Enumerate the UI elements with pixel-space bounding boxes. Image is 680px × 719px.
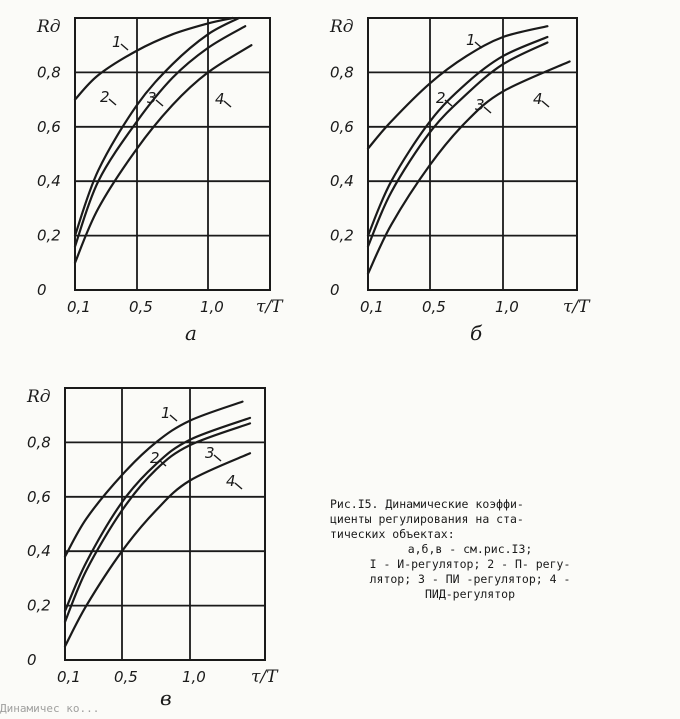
y-tick-label: 0 — [37, 281, 47, 299]
x-axis-label: τ/T — [251, 667, 278, 687]
caption-legend: I - И-регулятор; 2 - П- регу- лятор; 3 - ПИ -регулятор; 4 - ПИД-регулятор — [369, 557, 571, 601]
series-label-leader — [109, 99, 116, 105]
y-tick-label: 0,8 — [27, 433, 51, 452]
chart-panel-2 — [329, 17, 591, 345]
series-label-2: 2 — [150, 449, 160, 467]
series-label-3: 3 — [475, 96, 485, 114]
y-axis-label: Rд — [37, 17, 61, 37]
series-line-2 — [368, 37, 547, 236]
y-tick-label: 0 — [330, 281, 340, 299]
chart-panel-1 — [36, 17, 284, 345]
series-label-1: 1 — [161, 404, 171, 422]
series-label-4: 4 — [533, 90, 543, 108]
y-tick-label: 0,4 — [330, 172, 354, 191]
x-tick-label: 1,0 — [200, 298, 224, 316]
series-label-leader — [235, 483, 242, 489]
y-tick-label: 0,2 — [37, 226, 61, 245]
x-tick-label: 0,5 — [114, 668, 138, 686]
series-label-leader — [170, 415, 177, 421]
x-tick-label: 0,1 — [67, 298, 91, 316]
y-tick-label: 0,8 — [37, 63, 61, 82]
series-label-2: 2 — [100, 88, 110, 106]
y-tick-label: 0,2 — [27, 596, 51, 615]
panel-label: а — [185, 321, 197, 345]
series-line-4 — [75, 45, 251, 263]
chart-panel-3 — [26, 387, 279, 710]
figure-caption — [320, 497, 620, 602]
series-label-leader — [224, 101, 231, 107]
series-line-1 — [75, 18, 233, 100]
x-axis-label: τ/T — [563, 297, 590, 317]
series-label-1: 1 — [466, 31, 476, 49]
x-tick-label: 1,0 — [495, 298, 519, 316]
y-tick-label: 0 — [27, 651, 37, 669]
y-tick-label: 0,4 — [37, 172, 61, 191]
series-label-4: 4 — [226, 472, 236, 490]
caption-refs: а,б,в - см.рис.I3; — [407, 542, 533, 556]
y-tick-label: 0,6 — [37, 117, 61, 136]
panel-label: в — [160, 686, 172, 710]
plot-frame — [75, 18, 270, 290]
y-axis-label: Rд — [27, 387, 51, 407]
series-label-leader — [156, 100, 163, 106]
series-label-leader — [542, 101, 549, 107]
y-tick-label: 0,6 — [330, 117, 354, 136]
y-axis-label: Rд — [330, 17, 354, 37]
series-label-3: 3 — [147, 89, 157, 107]
series-label-leader — [484, 107, 491, 113]
series-line-1 — [65, 402, 243, 557]
x-tick-label: 0,5 — [129, 298, 153, 316]
y-tick-label: 0,2 — [330, 226, 354, 245]
series-label-4: 4 — [215, 90, 225, 108]
series-line-2 — [65, 418, 250, 611]
x-tick-label: 0,5 — [422, 298, 446, 316]
x-axis-label: τ/T — [256, 297, 283, 317]
plot-frame — [368, 18, 577, 290]
x-tick-label: 1,0 — [182, 668, 206, 686]
series-label-leader — [475, 42, 482, 48]
y-tick-label: 0,6 — [27, 487, 51, 506]
x-tick-label: 0,1 — [360, 298, 384, 316]
y-tick-label: 0,8 — [330, 63, 354, 82]
series-label-leader — [121, 44, 128, 50]
series-label-3: 3 — [205, 444, 215, 462]
series-label-1: 1 — [112, 33, 122, 51]
panel-label: б — [470, 321, 483, 345]
series-label-leader — [214, 455, 221, 461]
series-label-2: 2 — [436, 89, 446, 107]
series-line-3 — [75, 26, 245, 246]
y-tick-label: 0,4 — [27, 542, 51, 561]
caption-title: Рис.I5. Динамические коэффи- циенты регулирования на ста- тических объектах: — [330, 497, 524, 541]
x-tick-label: 0,1 — [57, 668, 81, 686]
bottom-text-fragment: Динамичес ко... — [0, 702, 100, 715]
